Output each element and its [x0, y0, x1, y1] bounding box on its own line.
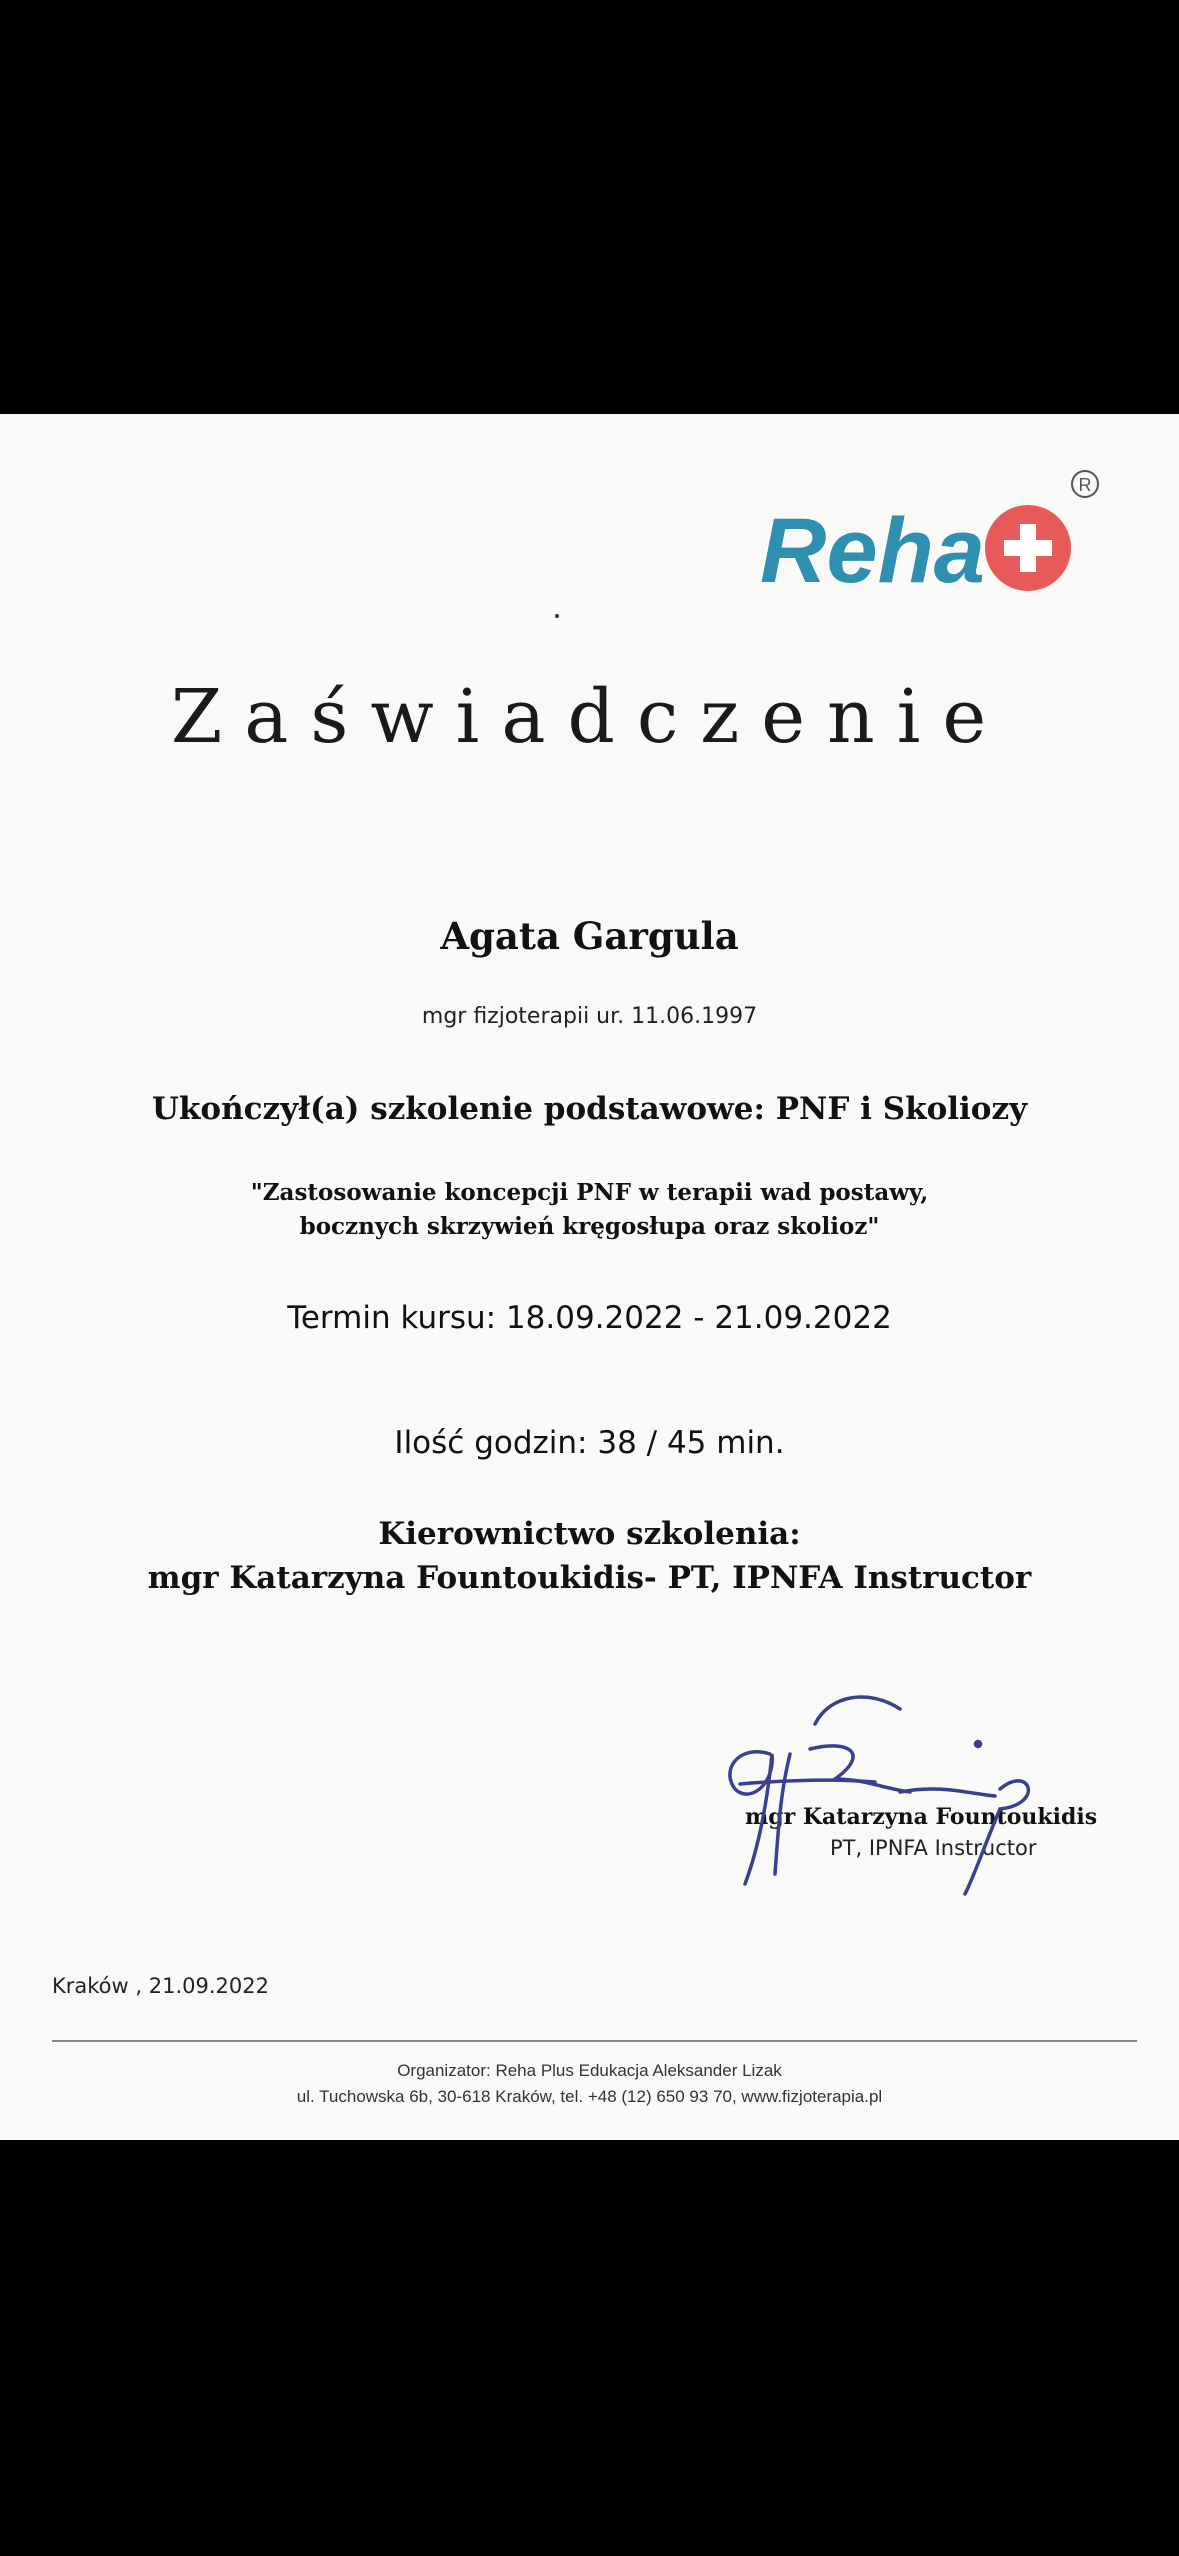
signatory-name: mgr Katarzyna Fountoukidis	[745, 1804, 1098, 1830]
certificate-title: Zaświadczenie	[170, 674, 1009, 760]
logo-plus-vertical	[1020, 524, 1036, 572]
course-description-line2: bocznych skrzywień kręgosłupa oraz skolioz"	[299, 1213, 880, 1240]
recipient-degree: mgr fizjoterapii ur. 11.06.1997	[421, 1004, 758, 1029]
organizer-line: Organizator: Reha Plus Edukacja Aleksander Lizak	[397, 2061, 782, 2080]
organizer-address: ul. Tuchowska 6b, 30-618 Kraków, tel. +48 (12) 650 93 70, www.fizjoterapia.pl	[296, 2087, 883, 2106]
footer-divider	[52, 2040, 1137, 2042]
place-and-date: Kraków , 21.09.2022	[52, 1974, 269, 1998]
certificate-page	[0, 414, 1179, 2140]
leadership-name: mgr Katarzyna Fountoukidis- PT, IPNFA Instructor	[147, 1560, 1032, 1596]
handwritten-signature	[700, 1684, 1070, 1914]
course-title: Ukończył(a) szkolenie podstawowe: PNF i Skoliozy	[151, 1091, 1028, 1127]
course-term: Termin kursu: 18.09.2022 - 21.09.2022	[287, 1300, 892, 1336]
course-description-line1: "Zastosowanie koncepcji PNF w terapii wad postawy,	[250, 1179, 929, 1206]
registered-mark: R	[1078, 475, 1092, 495]
leadership-label: Kierownictwo szkolenia:	[378, 1516, 801, 1552]
recipient-name: Agata Gargula	[440, 914, 739, 958]
course-hours: Ilość godzin: 38 / 45 min.	[394, 1425, 785, 1461]
course-description	[0, 1176, 1179, 1244]
reha-plus-logo	[760, 464, 1100, 594]
logo-text: Reha	[760, 500, 985, 594]
signatory-title: PT, IPNFA Instructor	[830, 1836, 1037, 1860]
paper-speck	[555, 614, 559, 618]
